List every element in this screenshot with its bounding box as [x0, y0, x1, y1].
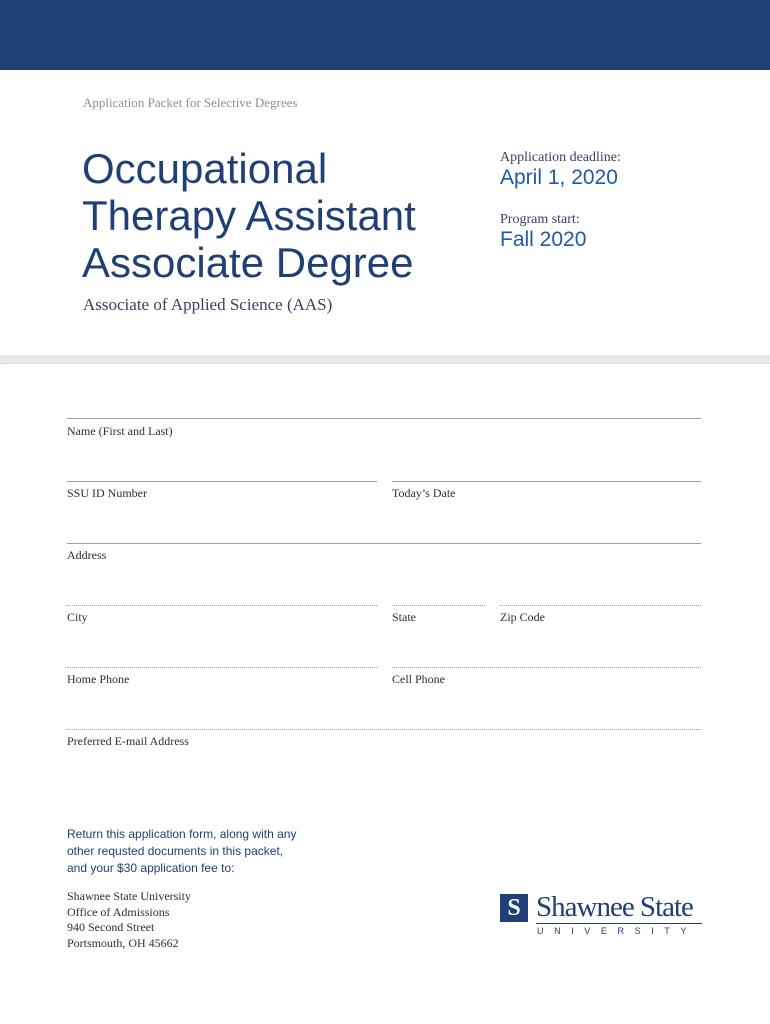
logo-subtitle: UNIVERSITY: [537, 926, 698, 936]
address-field-label: Address: [67, 548, 107, 562]
home-phone-field-label: Home Phone: [67, 672, 130, 686]
name-field-line[interactable]: [67, 418, 701, 419]
address-line-2: Office of Admissions: [67, 904, 170, 919]
cell-phone-field-line[interactable]: [392, 667, 701, 668]
degree-subtitle: Associate of Applied Science (AAS): [83, 295, 333, 314]
state-field-line[interactable]: [392, 605, 485, 606]
zip-field-label: Zip Code: [500, 610, 545, 624]
city-field-label: City: [67, 610, 88, 624]
university-logo: [500, 890, 705, 940]
mailing-address: [67, 889, 191, 951]
todays-date-field-label: Today’s Date: [392, 486, 456, 500]
cell-phone-field-label: Cell Phone: [392, 672, 445, 686]
title-line-1: Occupational: [82, 145, 328, 192]
name-field-label: Name (First and Last): [67, 424, 173, 438]
title-line-2: Therapy Assistant: [82, 192, 416, 239]
header-banner: [0, 0, 770, 70]
return-line-2: other requsted documents in this packet,: [67, 844, 284, 858]
zip-field-line[interactable]: [500, 605, 701, 606]
city-field-line[interactable]: [67, 605, 377, 606]
return-instructions: [67, 826, 327, 877]
todays-date-field-line[interactable]: [392, 481, 701, 482]
program-start-label: Program start:: [500, 212, 580, 227]
address-field-line[interactable]: [67, 543, 701, 544]
deadline-value: April 1, 2020: [500, 166, 618, 189]
logo-rule: [536, 923, 702, 924]
email-field-line[interactable]: [67, 729, 701, 730]
home-phone-field-line[interactable]: [67, 667, 377, 668]
logo-mark-icon: S: [500, 894, 528, 922]
return-line-3: and your $30 application fee to:: [67, 861, 235, 875]
deadline-label: Application deadline:: [500, 150, 621, 165]
address-line-4: Portsmouth, OH 45662: [67, 935, 179, 950]
email-field-label: Preferred E-mail Address: [67, 734, 189, 748]
ssu-id-field-label: SSU ID Number: [67, 486, 147, 500]
address-line-3: 940 Second Street: [67, 920, 155, 934]
state-field-label: State: [392, 610, 416, 624]
logo-wordmark: Shawnee State: [536, 891, 693, 923]
ssu-id-field-line[interactable]: [67, 481, 377, 482]
packet-label: Application Packet for Selective Degrees: [83, 95, 298, 110]
address-line-1: Shawnee State University: [67, 889, 191, 903]
return-line-1: Return this application form, along with any: [67, 827, 297, 841]
section-divider: [0, 355, 770, 364]
program-start-value: Fall 2020: [500, 228, 587, 251]
title-line-3: Associate Degree: [82, 239, 414, 286]
page-title: [82, 145, 416, 286]
